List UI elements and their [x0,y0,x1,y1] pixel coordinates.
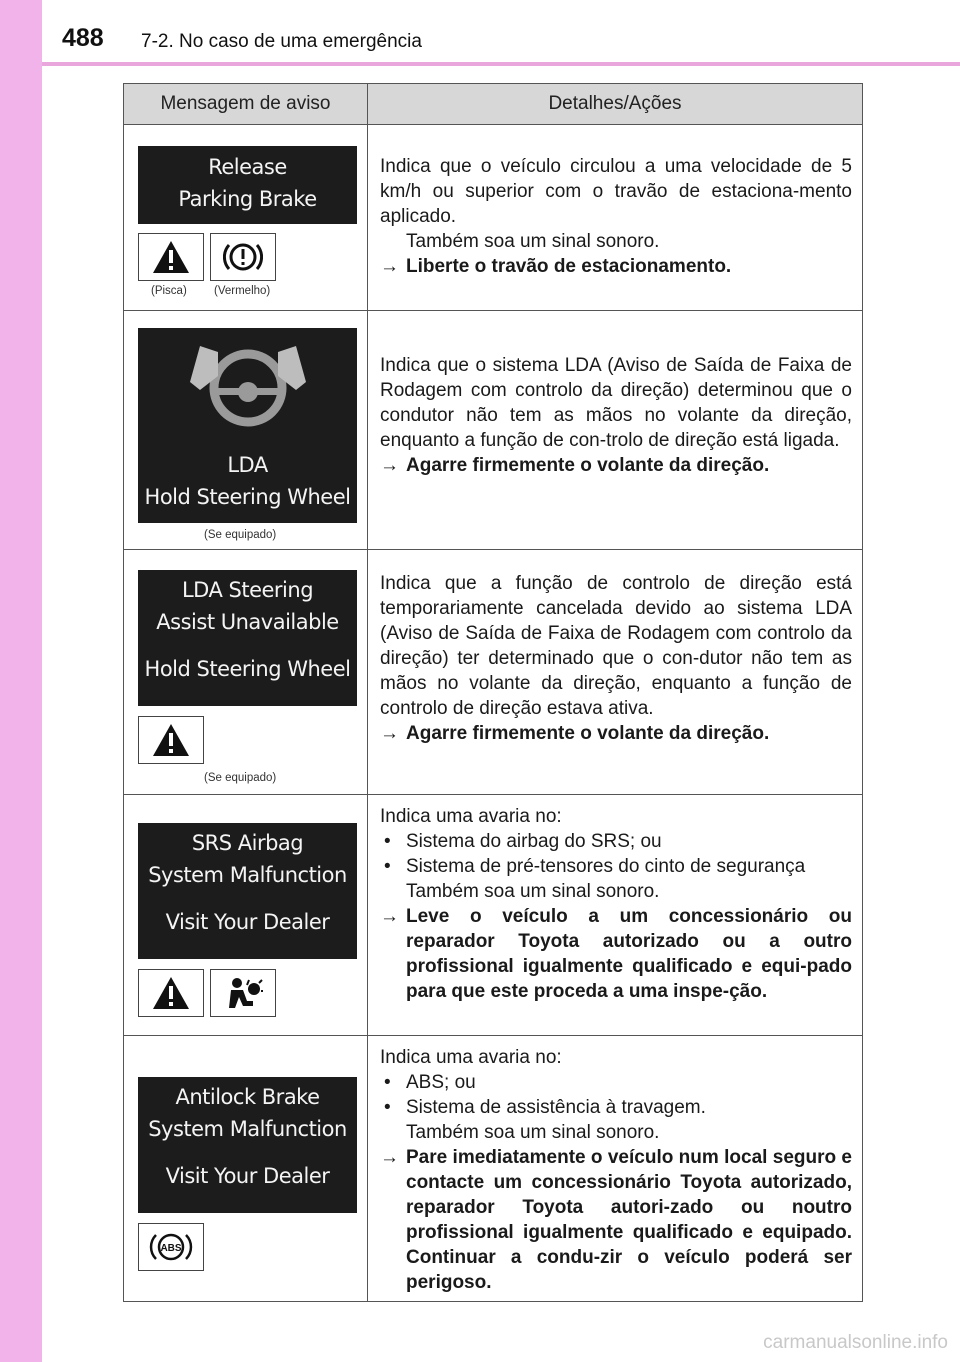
message-cell [124,795,368,1035]
arrow-icon: → [380,256,399,277]
page-header [0,0,960,66]
details-note: Também soa um sinal sonoro. [406,881,660,902]
screen-text: LDA Steering [181,578,314,602]
table-row [123,550,863,795]
action-line [380,721,852,746]
screen-text: LDA [227,453,268,477]
table-row [123,125,863,311]
bullet-icon: • [384,1097,391,1118]
caption-if-equipped: (Se equipado) [204,772,277,784]
display-screen [138,570,357,706]
action-line [380,1145,852,1295]
arrow-icon: → [380,906,399,927]
message-cell [124,550,368,794]
abs-icon-label: ABS [160,1243,182,1254]
table-header-row [123,84,863,125]
bullet-text: Sistema do airbag do SRS; ou [406,831,662,852]
indicator-icons [138,1223,204,1271]
warning-triangle-icon [138,969,204,1017]
action-line [380,254,852,279]
screen-text: Hold Steering Wheel [144,657,351,681]
warning-triangle-icon [138,716,204,764]
screen-text: Visit Your Dealer [165,910,330,934]
bullet-icon: • [384,1072,391,1093]
arrow-icon: → [380,723,399,744]
details-cell [368,550,862,794]
list-item [380,829,852,854]
details-cell [368,125,862,310]
action-text: Pare imediatamente o veículo num local seguro e contacte um concessionário Toyota autorizado, reparador Toyota autori-zado ou noutro profissional igualmente qualificado e equipado. Continuar a condu-zir o veículo poderá ser perigoso. [406,1147,852,1293]
screen-text: Visit Your Dealer [165,1164,330,1188]
action-text: Liberte o travão de estacionamento. [406,256,732,277]
side-color-tab [0,0,42,1362]
message-cell [124,311,368,549]
action-line [380,904,852,1004]
details-note: Também soa um sinal sonoro. [406,231,660,252]
airbag-icon [210,969,276,1017]
screen-text: Release [208,155,287,179]
hands-on-wheel-icon [178,342,318,442]
screen-text: System Malfunction [148,1116,347,1141]
action-text: Leve o veículo a um concessionário ou reparador Toyota autorizado ou a outro profissional igualmente qualificado e equi-pado para que este proceda a uma inspe-ção. [406,906,852,1002]
parking-brake-icon [210,233,276,281]
screen-text: Assist Unavailable [156,609,339,634]
indicator-icons [138,716,204,764]
bullet-text: Sistema de assistência à travagem. [406,1097,706,1118]
caption-blink: (Pisca) [151,285,187,297]
screen-text: System Malfunction [148,862,347,887]
display-screen [138,146,357,224]
watermark: carmanualsonline.info [763,1332,948,1353]
table-row [123,795,863,1036]
caption-red: (Vermelho) [214,285,271,297]
list-item [380,1070,852,1095]
table-row [123,1036,863,1302]
screen-text: Antilock Brake [175,1085,320,1109]
indicator-icons [138,969,276,1017]
section-title: 7-2. No caso de uma emergência [141,31,422,52]
header-rule [42,62,960,66]
abs-icon [138,1223,204,1271]
details-intro: Indica uma avaria no: [380,806,562,827]
page-number: 488 [62,24,104,52]
screen-text: Parking Brake [178,186,317,211]
warning-triangle-icon [138,233,204,281]
arrow-icon: → [380,1147,399,1168]
action-text: Agarre firmemente o volante da direção. [406,723,770,744]
caption-if-equipped: (Se equipado) [204,529,277,541]
bullet-text: Sistema de pré-tensores do cinto de segurança [406,856,806,877]
details-note: Também soa um sinal sonoro. [406,1122,660,1143]
screen-text: Hold Steering Wheel [144,484,351,509]
display-screen [138,1077,357,1213]
screen-text: SRS Airbag [191,831,304,855]
display-screen [138,328,357,523]
display-screen [138,823,357,959]
list-item [380,854,852,879]
warning-message-table [123,83,863,1302]
message-cell [124,1036,368,1301]
message-cell [124,125,368,310]
details-text: Indica que o veículo circulou a uma velocidade de 5 km/h ou superior com o travão de estaciona-mento aplicado. [380,156,852,227]
details-text: Indica que o sistema LDA (Aviso de Saída de Faixa de Rodagem com controlo da direção) determinou que o condutor não tem as mãos no volante da direção, enquanto a função de con-trolo de direção está ligada. [380,355,852,451]
bullet-icon: • [384,831,391,852]
details-cell [368,795,862,1035]
table-row [123,311,863,550]
column-header-message: Mensagem de aviso [124,84,368,124]
list-item [380,1095,852,1120]
details-text: Indica que a função de controlo de direção está temporariamente cancelada devido ao sistema LDA (Aviso de Saída de Faixa de Rodagem com controlo da direção) ter determinado que o con-dutor não tem as mãos no volante da direção, enquanto a função de controlo de direção estava ativa. [380,573,852,719]
details-intro: Indica uma avaria no: [380,1047,562,1068]
bullet-icon: • [384,856,391,877]
bullet-text: ABS; ou [406,1072,476,1093]
details-cell [368,1036,862,1301]
action-line [380,453,852,478]
indicator-icons [138,233,276,281]
arrow-icon: → [380,455,399,476]
column-header-details: Detalhes/Ações [548,93,682,114]
action-text: Agarre firmemente o volante da direção. [406,455,770,476]
details-cell [368,311,862,549]
